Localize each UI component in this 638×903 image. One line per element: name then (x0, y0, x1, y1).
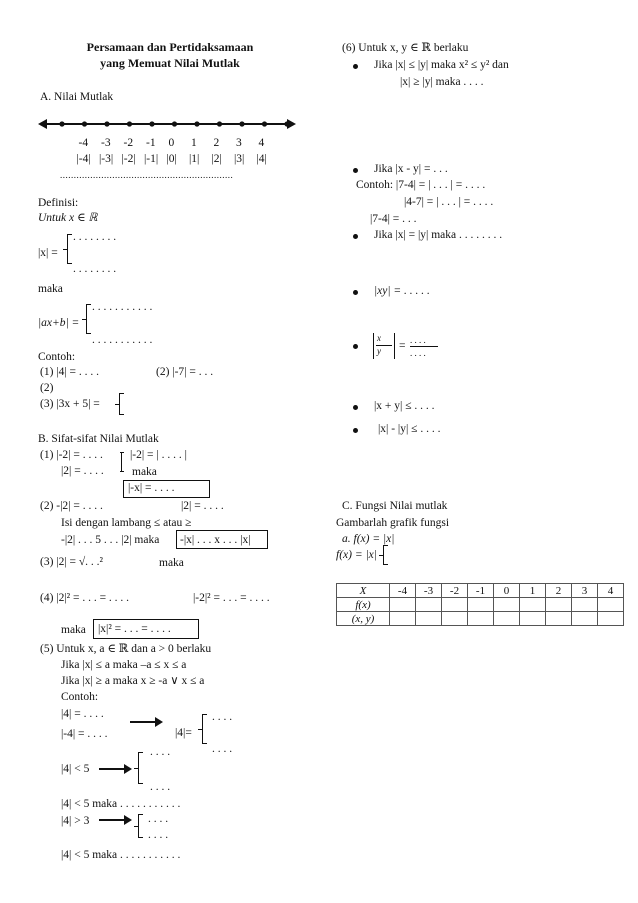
table-cell: 4 (598, 584, 624, 598)
table-cell: 3 (572, 584, 598, 598)
bullet-4 (353, 290, 358, 295)
r6-g: Jika |x| = |y| maka . . . . . . . . (374, 229, 503, 241)
b1-a: (1) |-2| = . . . . (40, 449, 103, 461)
table-row (337, 584, 624, 598)
number-line-point (262, 121, 267, 126)
number-line-number: 0 (168, 137, 175, 149)
axb-dots-1: . . . . . . . . . . . (92, 301, 153, 313)
b5-j: |4| < 5 maka . . . . . . . . . . . (61, 798, 181, 810)
b1-e: |-x| = . . . . (128, 482, 175, 494)
contoh-label: Contoh: (38, 351, 76, 363)
table-cell[interactable] (572, 612, 598, 626)
b5-dots-4: . . . . (150, 781, 171, 793)
r6-j: |x + y| ≤ . . . . (374, 400, 435, 412)
fraction-num: x (377, 333, 381, 343)
table-cell: -4 (390, 584, 416, 598)
c-desc: Gambarlah grafik fungsi (336, 517, 450, 529)
section-a-heading: A. Nilai Mutlak (40, 91, 114, 103)
number-line-number: 2 (213, 137, 220, 149)
table-cell: 0 (494, 584, 520, 598)
number-line-number: 4 (258, 137, 265, 149)
number-line-point (149, 121, 154, 126)
contoh-1: (1) |4| = . . . . (40, 366, 99, 378)
section-b-heading: B. Sifat-sifat Nilai Mutlak (38, 433, 159, 445)
b5-c: Jika |x| ≥ a maka x ≥ -a ∨ x ≤ a (61, 675, 205, 687)
table-cell[interactable] (390, 598, 416, 612)
table-cell[interactable] (598, 598, 624, 612)
bullet-1 (353, 64, 358, 69)
table-cell[interactable] (546, 612, 572, 626)
b1-c: |2| = . . . . (61, 465, 104, 477)
table-cell[interactable] (390, 612, 416, 626)
b4-d: |x|² = . . . = . . . . (98, 623, 171, 635)
table-cell[interactable] (572, 598, 598, 612)
b5-e: |4| = . . . . (61, 708, 104, 720)
table-row (337, 598, 624, 612)
fraction-dots-top: . . . . (410, 335, 426, 345)
arrow-2 (99, 768, 125, 770)
definisi-label: Definisi: (38, 197, 79, 209)
r6-e: |4-7| = | . . . | = . . . . (404, 196, 494, 208)
r6-a: Jika |x| ≤ |y| maka x² ≤ y² dan (374, 59, 509, 71)
number-line-abs-label: |0| (166, 153, 177, 165)
table-cell[interactable] (468, 612, 494, 626)
number-line-number: -3 (101, 137, 111, 149)
table-cell[interactable] (416, 598, 442, 612)
brace-b1 (120, 452, 122, 472)
b2-d: -|2| . . . 5 . . . |2| maka (61, 534, 160, 546)
brace-contoh-3 (119, 393, 120, 415)
r6-h: |xy| = . . . . . (374, 285, 430, 297)
table-cell[interactable] (598, 612, 624, 626)
number-line-abs-label: |1| (189, 153, 200, 165)
number-line-abs-label: |-4| (76, 153, 91, 165)
arrow-3 (99, 819, 125, 821)
r6-d: Contoh: |7-4| = | . . . | = . . . . (356, 179, 486, 191)
number-line-point (284, 121, 289, 126)
fraction-dots-bottom: . . . . (410, 348, 426, 358)
def-dots-1: . . . . . . . . (73, 231, 117, 243)
b5-b: Jika |x| ≤ a maka –a ≤ x ≤ a (61, 659, 187, 671)
number-line-abs-label: |-3| (99, 153, 114, 165)
r6-b: |x| ≥ |y| maka . . . . (400, 76, 484, 88)
table-cell[interactable] (468, 598, 494, 612)
number-line-point (172, 121, 177, 126)
number-line (38, 112, 298, 136)
table-cell[interactable] (442, 612, 468, 626)
number-line-abs-label: |-1| (144, 153, 159, 165)
fraction-den: y (377, 346, 381, 356)
title-line-2: yang Memuat Nilai Mutlak (100, 56, 240, 70)
number-line-abs-label: |3| (234, 153, 245, 165)
brace-b5-2 (138, 752, 139, 784)
b3-a: (3) |2| = √. . .² (40, 556, 104, 568)
r6-heading: (6) Untuk x, y ∈ ℝ berlaku (342, 42, 469, 54)
b5-dots-6: . . . . (148, 829, 169, 841)
r6-f: |7-4| = . . . (370, 213, 417, 225)
fraction-abs (373, 333, 395, 359)
number-line-abs-label: |2| (211, 153, 222, 165)
table-cell: -2 (442, 584, 468, 598)
number-line-point (194, 121, 199, 126)
def-dots-2: . . . . . . . . (73, 263, 117, 275)
contoh-2b: (2) (40, 382, 54, 394)
bullet-5 (353, 344, 358, 349)
c-fx: f(x) = |x| (336, 549, 377, 561)
fraction-eq: = (399, 340, 406, 352)
table-cell: X (337, 584, 390, 598)
b5-a: (5) Untuk x, a ∈ ℝ dan a > 0 berlaku (40, 643, 212, 655)
number-line-point (59, 121, 64, 126)
number-line-number: 3 (236, 137, 242, 149)
brace-def (67, 234, 68, 264)
b2-e: -|x| . . . x . . . |x| (180, 534, 251, 546)
brace-b5-1 (202, 714, 203, 744)
abs-x-label: |x| = (38, 247, 58, 259)
c-a: a. f(x) = |x| (342, 533, 395, 545)
b5-i: |4| < 5 (61, 763, 90, 775)
r6-k: |x| - |y| ≤ . . . . (378, 423, 441, 435)
b5-dots-2: . . . . (212, 743, 233, 755)
arrow-1 (130, 721, 156, 723)
b1-b: |-2| = | . . . . | (130, 449, 187, 461)
table-cell[interactable] (494, 598, 520, 612)
b2-b: |2| = . . . . (181, 500, 224, 512)
number-line-number: -1 (146, 137, 156, 149)
table-cell[interactable] (546, 598, 572, 612)
table-cell: f(x) (337, 598, 390, 612)
number-line-abs-label: |-2| (121, 153, 136, 165)
table-cell: -3 (416, 584, 442, 598)
axb-dots-2: . . . . . . . . . . . (92, 334, 153, 346)
table-cell[interactable] (520, 612, 546, 626)
number-line-point (104, 121, 109, 126)
b5-dots-1: . . . . (212, 711, 233, 723)
b5-k: |4| > 3 (61, 815, 90, 827)
b2-c: Isi dengan lambang ≤ atau ≥ (61, 517, 192, 529)
number-line-point (217, 121, 222, 126)
table-cell[interactable] (442, 598, 468, 612)
number-line-abs-label: |4| (256, 153, 267, 165)
bullet-2 (353, 168, 358, 173)
table-cell: -1 (468, 584, 494, 598)
b5-f: |-4| = . . . . (61, 728, 108, 740)
table-cell[interactable] (520, 598, 546, 612)
b1-d: maka (132, 466, 157, 478)
table-cell: 2 (546, 584, 572, 598)
brace-axb (86, 304, 87, 334)
b5-dots-3: . . . . (150, 746, 171, 758)
number-line-number: -2 (123, 137, 134, 149)
number-line-number: -4 (78, 137, 89, 149)
table-cell: 1 (520, 584, 546, 598)
number-line-number: 1 (191, 137, 197, 149)
bullet-6 (353, 405, 358, 410)
b2-a: (2) -|2| = . . . . (40, 500, 103, 512)
table-cell: (x, y) (337, 612, 390, 626)
table-cell[interactable] (416, 612, 442, 626)
brace-fx (383, 545, 384, 565)
b5-d: Contoh: (61, 691, 99, 703)
function-table (336, 583, 624, 626)
b5-dots-5: . . . . (148, 813, 169, 825)
bullet-7 (353, 428, 358, 433)
b5-g: |4|= (175, 727, 192, 739)
r6-c: Jika |x - y| = . . . (374, 163, 448, 175)
table-cell[interactable] (494, 612, 520, 626)
number-line-point (82, 121, 87, 126)
b5-l: |4| < 5 maka . . . . . . . . . . . (61, 849, 181, 861)
number-line-point (239, 121, 244, 126)
brace-b5-3 (138, 814, 139, 838)
maka-label: maka (38, 283, 63, 295)
contoh-3: (3) |3x + 5| = (40, 398, 100, 410)
b3-b: maka (159, 557, 184, 569)
b4-c: maka (61, 624, 86, 636)
title-line-1: Persamaan dan Pertidaksamaan (86, 40, 254, 54)
b4-a: (4) |2|² = . . . = . . . . (40, 592, 130, 604)
table-row (337, 612, 624, 626)
abs-axb-label: |ax+b| = (38, 317, 80, 329)
bullet-3 (353, 234, 358, 239)
section-c-heading: C. Fungsi Nilai mutlak (342, 500, 448, 512)
contoh-2: (2) |-7| = . . . (156, 366, 214, 378)
number-line-point (127, 121, 132, 126)
b4-b: |-2|² = . . . = . . . . (193, 592, 270, 604)
dotted-line: ............................................................... (60, 170, 234, 180)
untuk-x: Untuk x ∈ ℝ (38, 212, 98, 224)
